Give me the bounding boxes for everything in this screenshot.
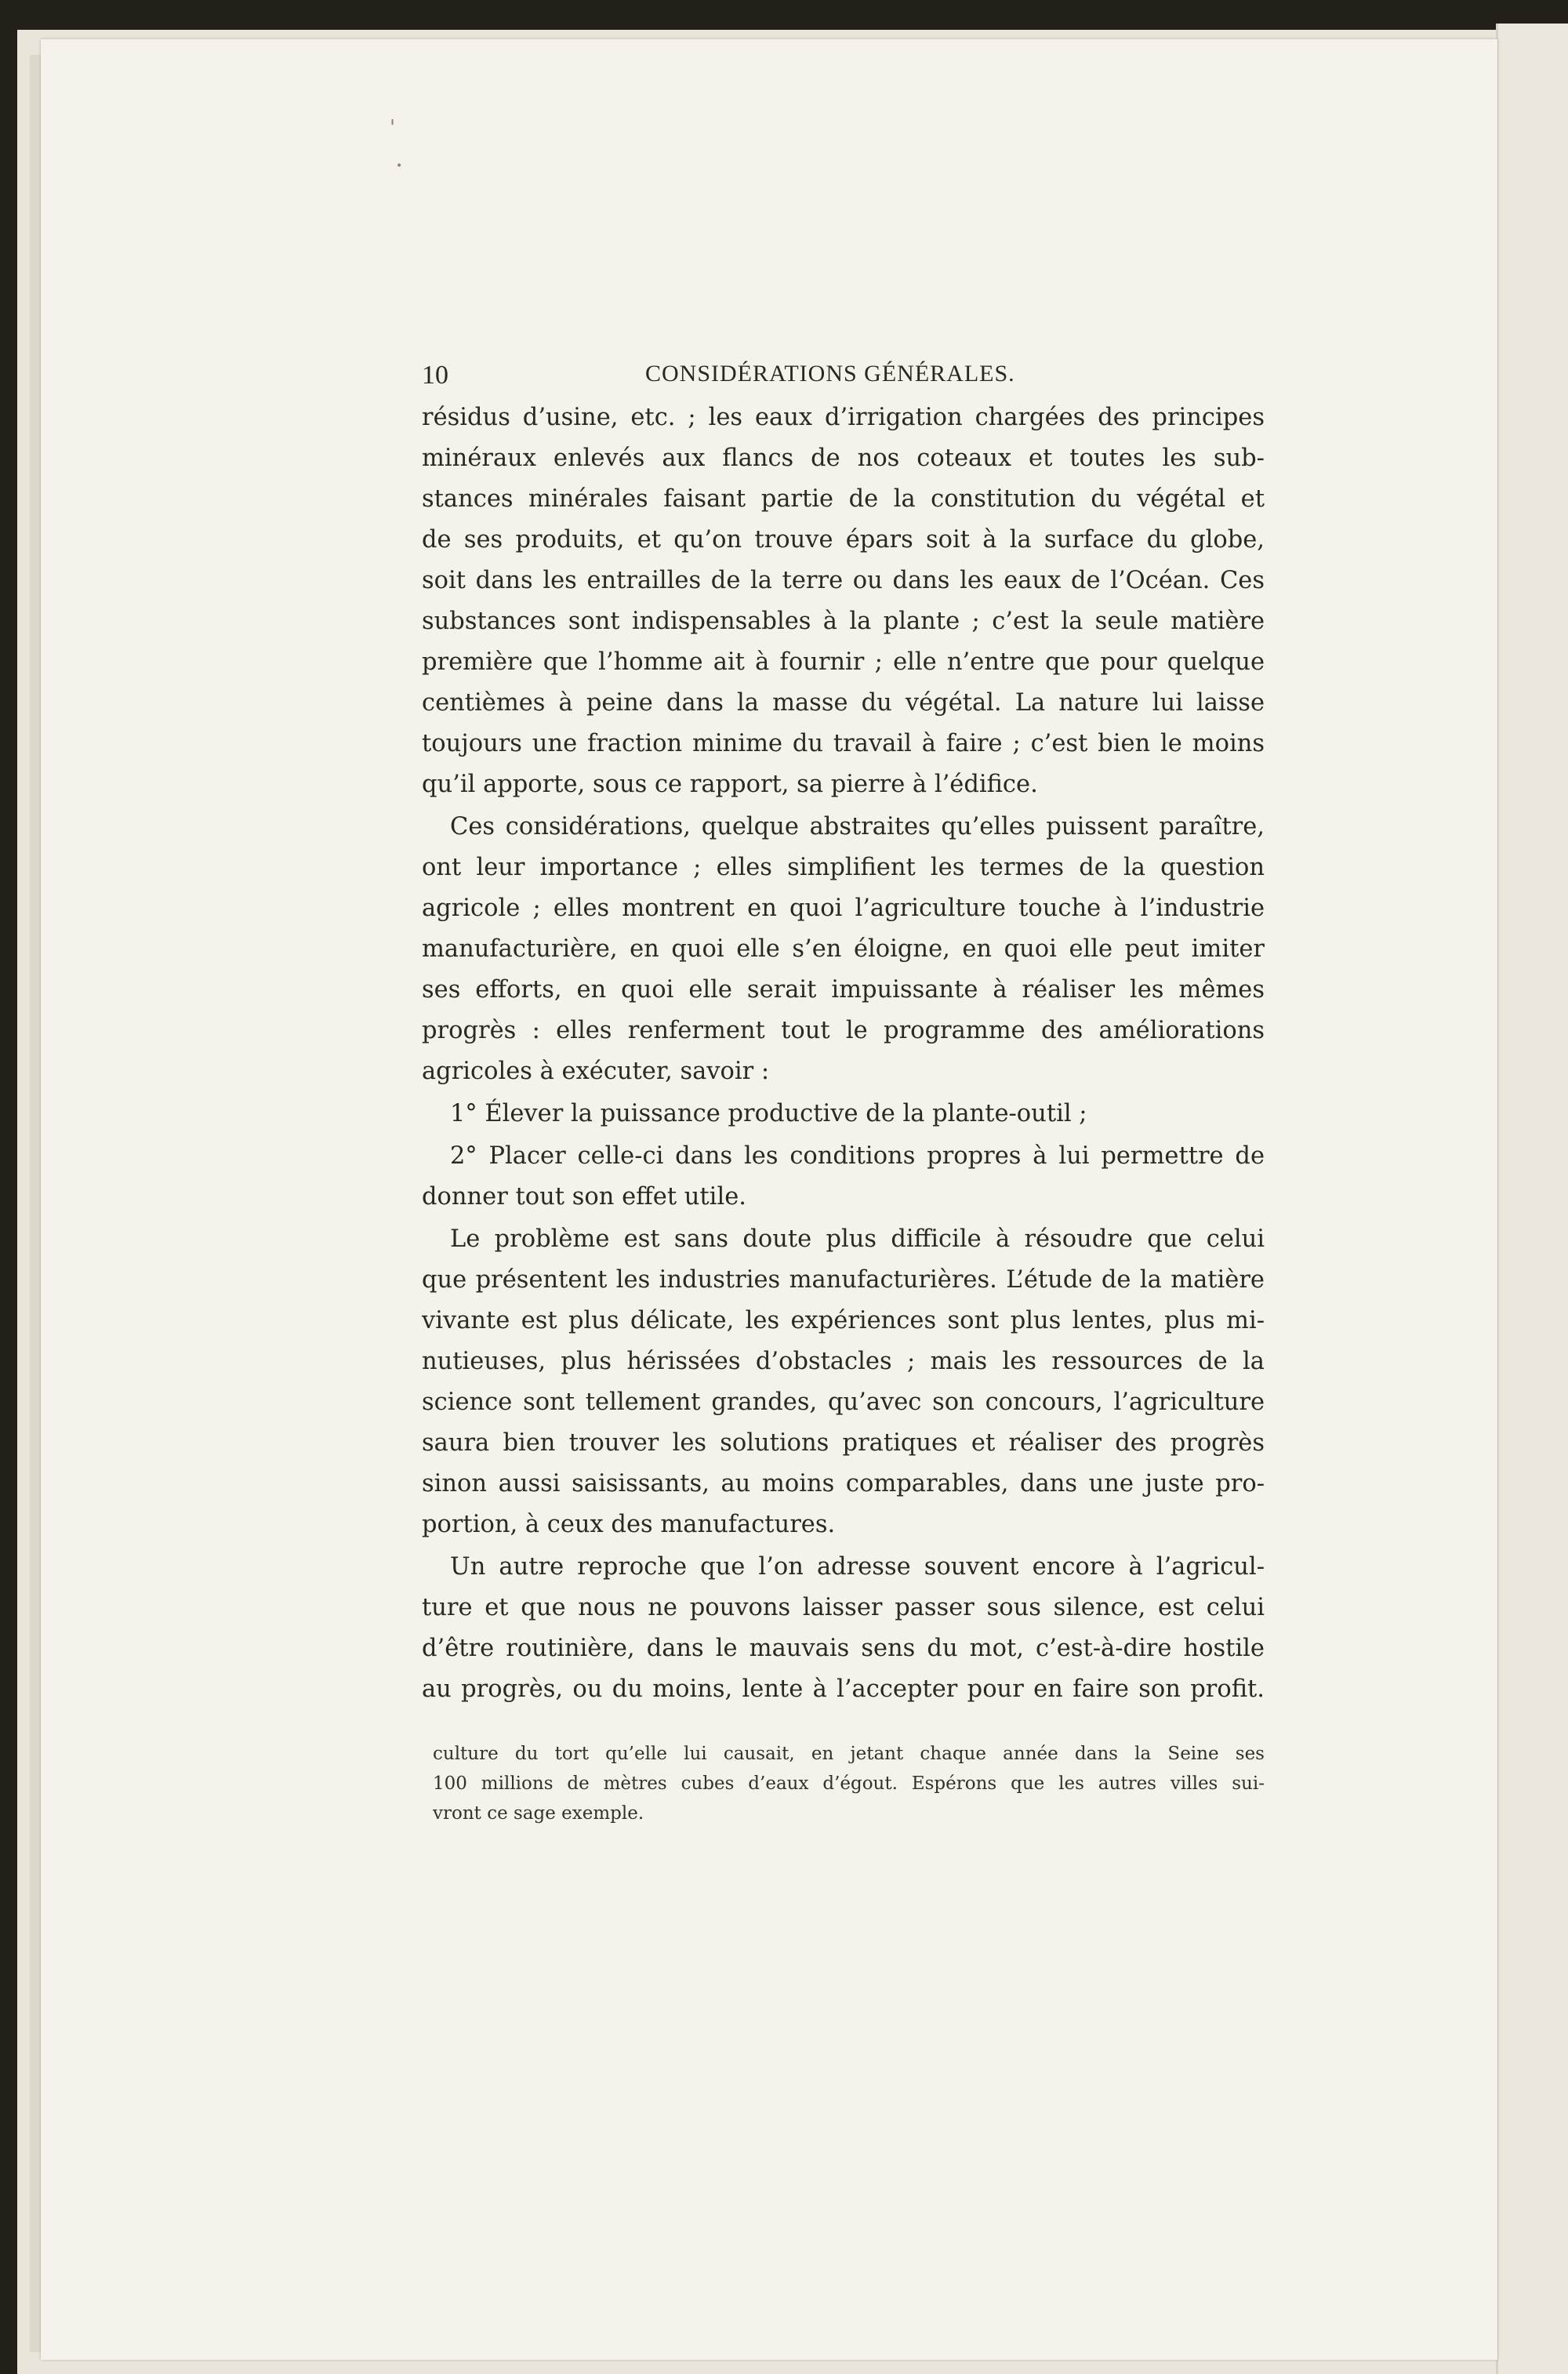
text-line: sinon aussi saisissants, au moins comparables, dans une juste pro- xyxy=(422,1470,1265,1497)
text-line: ses efforts, en quoi elle serait impuissante à réaliser les mêmes xyxy=(422,976,1265,1004)
text-line: manufacturière, en quoi elle s’en éloigne, en quoi elle peut imiter xyxy=(422,935,1265,963)
footnote-line: 100 millions de mètres cubes d’eaux d’égout. Espérons que les autres villes sui- xyxy=(433,1773,1265,1794)
text-line: science sont tellement grandes, qu’avec son concours, l’agriculture xyxy=(422,1388,1265,1416)
paragraph-start: Ces considérations, quelque abstraites qu’elles puissent paraître, xyxy=(450,813,1265,840)
list-item-2: 2° Placer celle-ci dans les conditions propres à lui permettre de xyxy=(450,1142,1265,1170)
footnote-line: vront ce sage exemple. xyxy=(433,1803,644,1824)
text-line: toujours une fraction minime du travail à faire ; c’est bien le moins xyxy=(422,730,1265,757)
text-line: soit dans les entrailles de la terre ou dans les eaux de l’Océan. Ces xyxy=(422,567,1265,594)
text-line: ture et que nous ne pouvons laisser passer sous silence, est celui xyxy=(422,1594,1265,1621)
text-line: agricoles à exécuter, savoir : xyxy=(422,1058,770,1085)
text-line: minéraux enlevés aux flancs de nos coteaux et toutes les sub- xyxy=(422,445,1265,472)
text-line: d’être routinière, dans le mauvais sens du mot, c’est-à-dire hostile xyxy=(422,1635,1265,1662)
text-line: résidus d’usine, etc. ; les eaux d’irrigation chargées des principes xyxy=(422,404,1265,431)
text-line: centièmes à peine dans la masse du végétal. La nature lui laisse xyxy=(422,689,1265,717)
running-title: CONSIDÉRATIONS GÉNÉRALES. xyxy=(645,361,1015,387)
text-line: saura bien trouver les solutions pratiques et réaliser des progrès xyxy=(422,1429,1265,1457)
text-line: progrès : elles renferment tout le programme des améliorations xyxy=(422,1017,1265,1044)
right-page-edge xyxy=(1496,24,1568,2374)
text-line: vivante est plus délicate, les expériences sont plus lentes, plus mi- xyxy=(422,1307,1265,1334)
ink-speck: ' xyxy=(390,116,396,140)
list-item-1: 1° Élever la puissance productive de la plante-outil ; xyxy=(450,1100,1087,1127)
footnote-line: culture du tort qu’elle lui causait, en jetant chaque année dans la Seine ses xyxy=(433,1744,1265,1764)
text-line: de ses produits, et qu’on trouve épars soit à la surface du globe, xyxy=(422,526,1265,554)
text-line: agricole ; elles montrent en quoi l’agriculture touche à l’industrie xyxy=(422,895,1265,922)
text-line: nutieuses, plus hérissées d’obstacles ; mais les ressources de la xyxy=(422,1348,1265,1375)
text-line: substances sont indispensables à la plante ; c’est la seule matière xyxy=(422,608,1265,635)
running-head xyxy=(422,361,1265,395)
text-line: portion, à ceux des manufactures. xyxy=(422,1511,836,1538)
text-line: que présentent les industries manufacturières. L’étude de la matière xyxy=(422,1266,1265,1294)
text-line: première que l’homme ait à fournir ; elle n’entre que pour quelque xyxy=(422,648,1265,676)
text-line: au progrès, ou du moins, lente à l’accepter pour en faire son profit. xyxy=(422,1675,1265,1703)
page-number: 10 xyxy=(422,361,448,390)
paragraph-start: Le problème est sans doute plus difficile à résoudre que celui xyxy=(450,1225,1265,1253)
text-line: stances minérales faisant partie de la constitution du végétal et xyxy=(422,485,1265,513)
text-line: donner tout son effet utile. xyxy=(422,1183,746,1211)
text-line: qu’il apporte, sous ce rapport, sa pierre à l’édifice. xyxy=(422,771,1038,798)
paragraph-start: Un autre reproche que l’on adresse souvent encore à l’agricul- xyxy=(450,1553,1265,1581)
ink-speck: • xyxy=(396,160,403,172)
text-line: ont leur importance ; elles simplifient les termes de la question xyxy=(422,854,1265,881)
